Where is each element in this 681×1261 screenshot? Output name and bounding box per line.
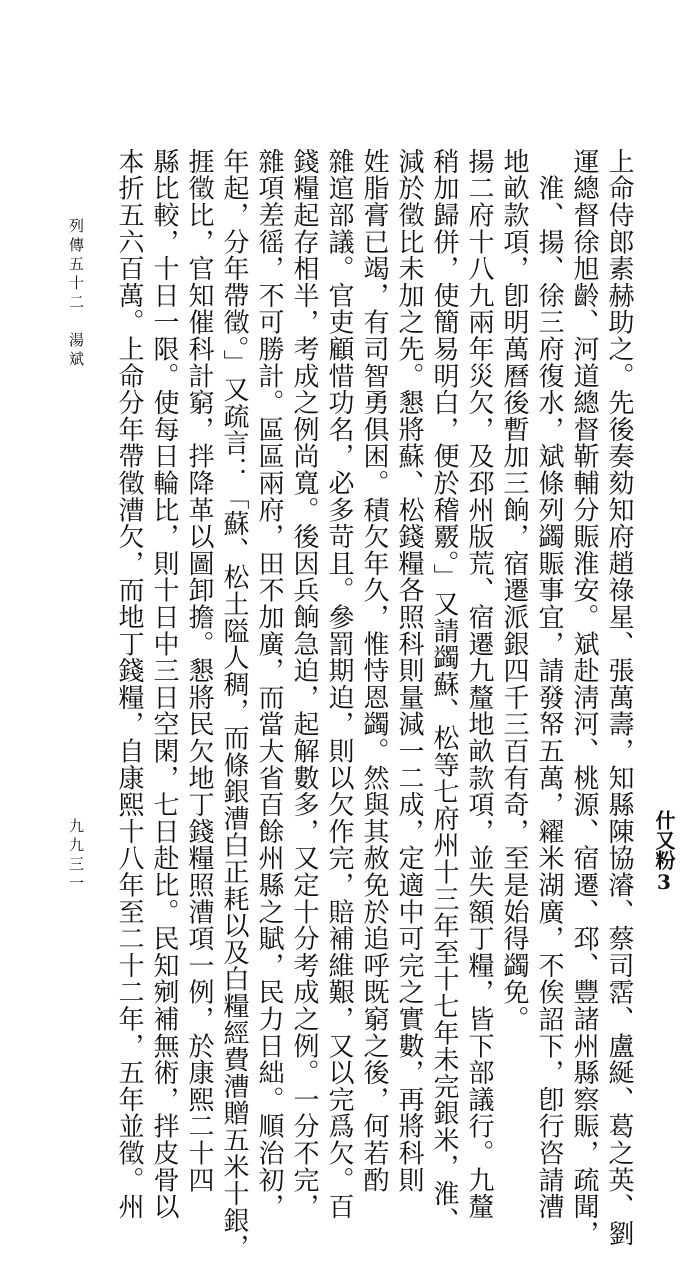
text-column: 捱徵比，官知催科計窮，拌降革以圖卸擔。懇將民欠地丁錢糧照漕項一例，於康熙二十四 [184, 148, 214, 1194]
text-column: 揚二府十八九兩年災欠，及邳州版荒、宿遷九釐地畝款項，並失額丁糧，皆下部議行。九釐 [464, 148, 494, 1220]
text-column: 年起，分年帶徵。」又疏言：「蘇、松土隘人稠，而條銀漕白正耗以及白糧經費漕贈五米十銀， [219, 148, 249, 1261]
text-column: 淮、揚、徐三府復水，斌條列蠲賑事宜，請發帑五萬，糴米湖廣，不俟詔下，卽行咨請漕 [534, 148, 564, 1220]
text-column: 稍加歸併，使簡易明白，便於稽覈。」又請蠲蘇、松等七府州十三年至十七年未完銀米，淮、 [429, 148, 459, 1234]
text-column: 地畝款項，卽明萬曆後暫加三餉，宿遷派銀四千三百有奇，至是始得蠲免。 [499, 148, 529, 1033]
text-column: 錢糧起存相半，考成之例尚寬。後因兵餉急迫，起解數多，又定十分考成之例。一分不完， [289, 148, 319, 1220]
text-column: 雜項差徭，不可勝計。區區兩府，田不加廣，而當大省百餘州縣之賦，民力日絀。順治初， [254, 148, 284, 1220]
text-column: 上命侍郎素赫助之。先後奏劾知府趙祿星、張萬壽，知縣陳協濬、蔡司霑、盧綖、葛之英、劉 [604, 148, 634, 1247]
margin-stamp: 什又粉3 [652, 810, 676, 894]
running-head: 列傳五十二 湯斌 [67, 218, 85, 370]
text-column: 雜逭部議。官吏顧惜功名，必多苛且。參罰期迫，則以欠作完，賠補維艱，又以完爲欠。百 [324, 148, 354, 1220]
text-column: 本折五六百萬。上命分年帶徵漕欠，而地丁錢糧，自康熙十八年至二十二年，五年並徵。州 [114, 148, 144, 1220]
text-column: 運總督徐旭齡、河道總督靳輔分賑淮安。斌赴淸河、桃源、宿遷、邳、豐諸州縣察賑，疏聞， [569, 148, 599, 1247]
text-column: 減於徵比未加之先。懇將蘇、松錢糧各照科則量減一二成，定適中可完之實數，再將科則 [394, 148, 424, 1194]
page-number: 九九三一 [67, 818, 85, 894]
text-column: 縣比較，十日一限。使每日輪比，則十日中三日空閑，七日赴比。民知剜補無術，拌皮骨以 [149, 148, 179, 1220]
text-column: 姓脂膏已竭，有司智勇俱困。積欠年久，惟恃恩蠲。然與其赦免於追呼既窮之後，何若酌 [359, 148, 389, 1194]
